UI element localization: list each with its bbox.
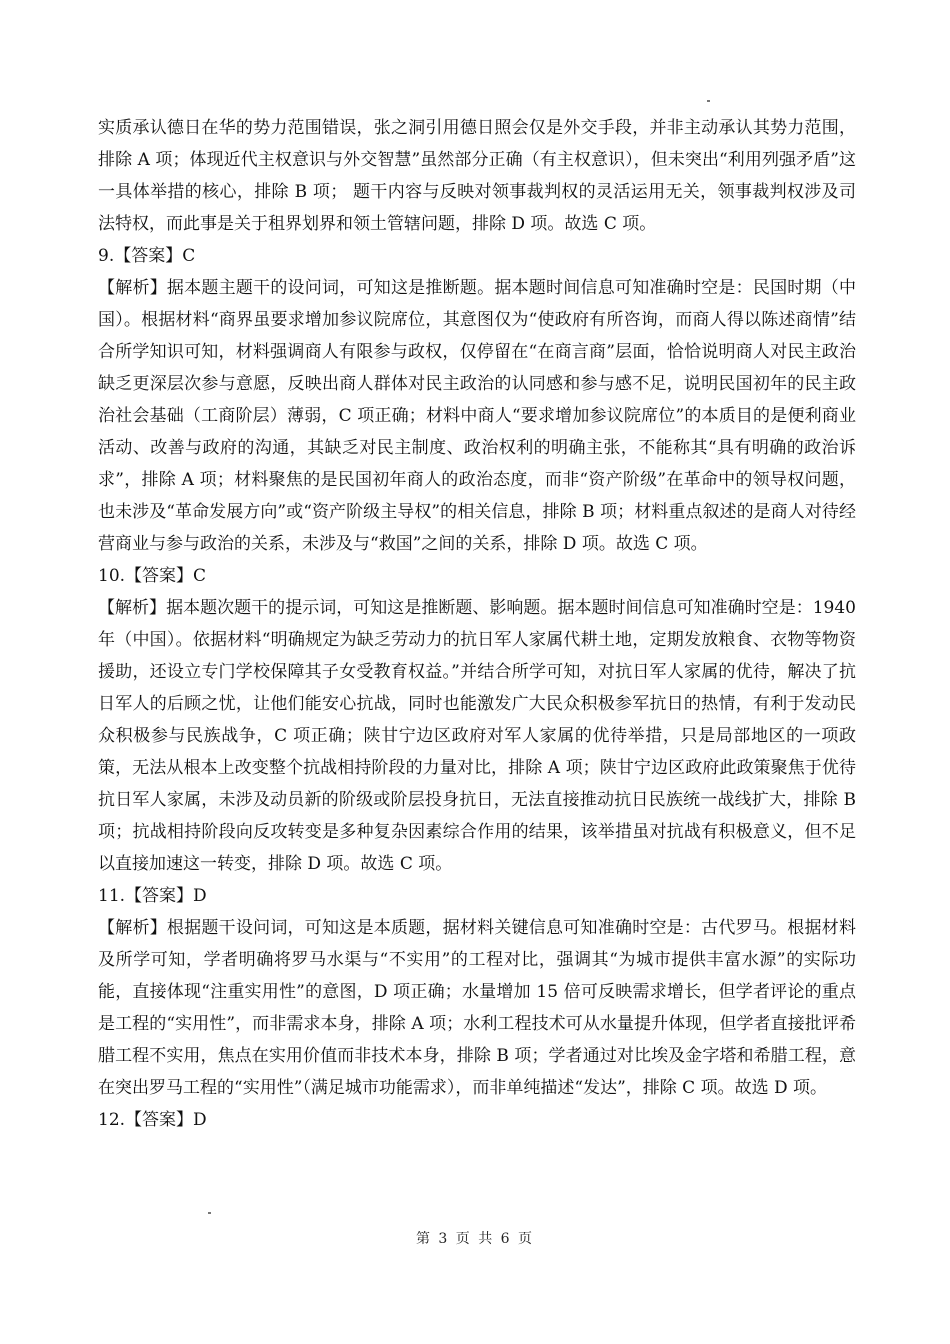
answer-heading-9: 9.【答案】C	[98, 246, 196, 266]
analysis-paragraph-8-continued: 实质承认德日在华的势力范围错误，张之洞引用德日照会仅是外交手段，并非主动承认其势力范围，排除 A 项；体现近代主权意识与外交智慧”虽然部分正确（有主权意识），但未突出“利用列强矛盾”这一具体举措的核心，排除 B 项； 题干内容与反映对领事裁判权的灵活运用无关，领事裁判权涉及司法特权，而此事是关于租界划界和领土管辖问题，排除 D 项。故选 C 项。	[98, 118, 856, 234]
answer-analysis-body	[98, 112, 856, 1136]
answer-heading-12: 12.【答案】D	[98, 1110, 207, 1130]
analysis-paragraph-11: 【解析】根据题干设问词，可知这是本质题，据材料关键信息可知准确时空是：古代罗马。根据材料及所学可知，学者明确将罗马水渠与“不实用”的工程对比，强调其“为城市提供丰富水源”的实际功能，直接体现“注重实用性”的意图，D 项正确；水量增加 15 倍可反映需求增长，但学者评论的重点是工程的“实用性”，而非需求本身，排除 A 项；水利工程技术可从水量提升体现，但学者直接批评希腊工程不实用，焦点在实用价值而非技术本身，排除 B 项；学者通过对比埃及金字塔和希腊工程，意在突出罗马工程的“实用性”（满足城市功能需求），而非单纯描述“发达”，排除 C 项。故选 D 项。	[98, 918, 856, 1098]
analysis-paragraph-10: 【解析】据本题次题干的提示词，可知这是推断题、影响题。据本题时间信息可知准确时空是：1940 年（中国）。依据材料“明确规定为缺乏劳动力的抗日军人家属代耕土地，定期发放粮食、衣物等物资援助，还设立专门学校保障其子女受教育权益。”并结合所学可知，对抗日军人家属的优待，解决了抗日军人的后顾之忧，让他们能安心抗战，同时也能激发广大民众积极参军抗日的热情，有利于发动民众积极参与民族战争，C 项正确；陕甘宁边区政府对军人家属的优待举措，只是局部地区的一项政策，无法从根本上改变整个抗战相持阶段的力量对比，排除 A 项；陕甘宁边区政府此政策聚焦于优待抗日军人家属，未涉及动员新的阶级或阶层投身抗日，无法直接推动抗日民族统一战线扩大，排除 B 项；抗战相持阶段向反攻转变是多种复杂因素综合作用的结果，该举措虽对抗战有积极意义，但不足以直接加速这一转变，排除 D 项。故选 C 项。	[98, 598, 856, 874]
scan-speck	[707, 100, 710, 102]
answer-heading-11: 11.【答案】D	[98, 886, 207, 906]
answer-heading-10: 10.【答案】C	[98, 566, 207, 586]
analysis-paragraph-9: 【解析】据本题主题干的设问词，可知这是推断题。据本题时间信息可知准确时空是：民国时期（中国）。根据材料“商界虽要求增加参议院席位，其意图仅为“使政府有所咨询，而商人得以陈述商情”结合所学知识可知，材料强调商人有限参与政权，仅停留在“在商言商”层面，恰恰说明商人对民主政治缺乏更深层次参与意愿，反映出商人群体对民主政治的认同感和参与感不足，说明民国初年的民主政治社会基础（工商阶层）薄弱，C 项正确；材料中商人“要求增加参议院席位”的本质目的是便利商业活动、改善与政府的沟通，其缺乏对民主制度、政治权利的明确主张，不能称其“具有明确的政治诉求”，排除 A 项；材料聚焦的是民国初年商人的政治态度，而非“资产阶级”在革命中的领导权问题，也未涉及“革命发展方向”或“资产阶级主导权”的相关信息，排除 B 项；材料重点叙述的是商人对待经营商业与参与政治的关系，未涉及与“救国”之间的关系，排除 D 项。故选 C 项。	[98, 278, 856, 554]
page-number-footer: 第 3 页 共 6 页	[415, 1231, 535, 1247]
scan-speck	[208, 1212, 211, 1214]
